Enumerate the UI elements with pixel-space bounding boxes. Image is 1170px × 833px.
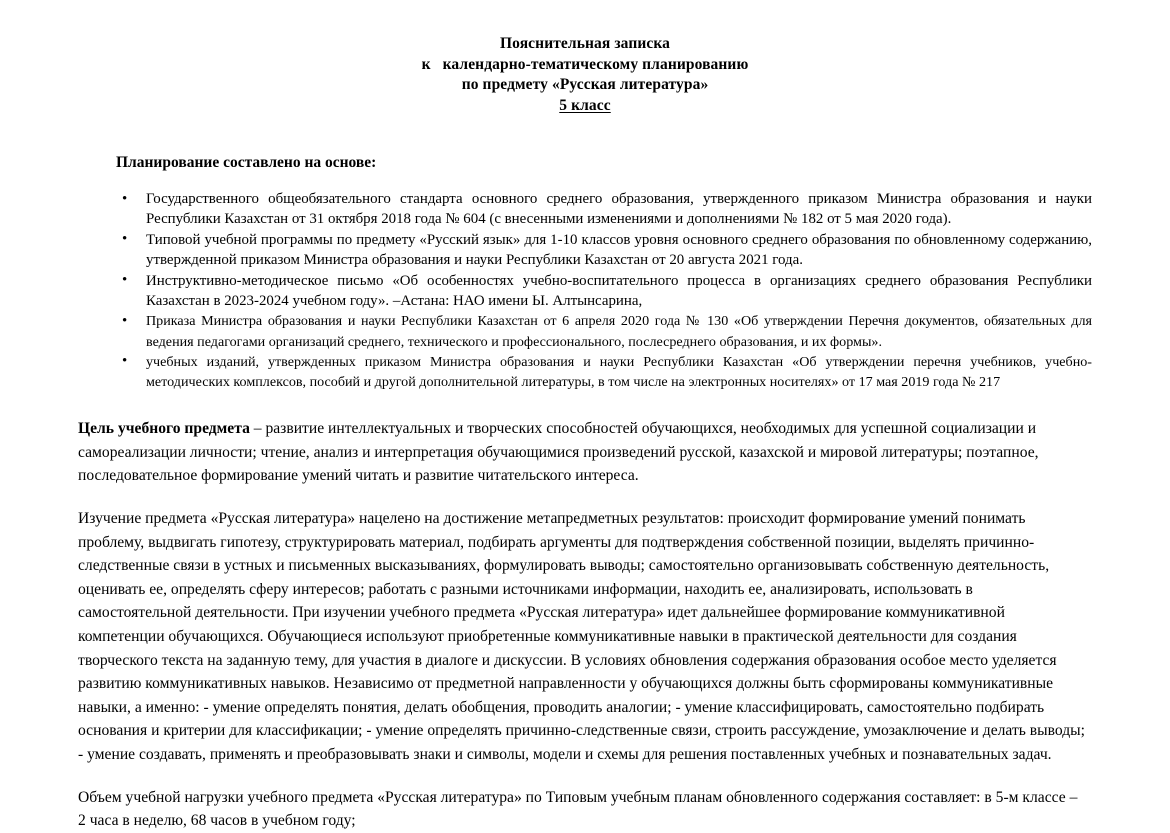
title-line-2 [78, 55, 1092, 76]
load-paragraph: Объем учебной нагрузки учебного предмета «Русская литература» по Типовым учебным планам обновленного содержания составляет: в 5-м классе – 2 часа в неделю, 68 часов в учебном году; [78, 788, 1078, 830]
document-title-block [78, 34, 1092, 116]
goal-text: – развитие интеллектуальных и творческих способностей обучающихся, необходимых для успешной социализации и самореализации личности; чтение, анализ и интерпретация обучающимися произведений русской, казахской и мировой литературы; поэтапное, последовательное формирование умений читать и развитие читательского интереса. [78, 420, 1039, 485]
title-grade-line [78, 96, 1092, 117]
intro-heading: Планирование составлено на основе: [116, 154, 377, 171]
title-line-2-lead: к [421, 55, 431, 73]
list-item: • Типовой учебной программы по предмету «Русский язык» для 1-10 классов уровня основного среднего образования по обновленному содержанию, утвержденной приказом Министра образования и науки Республики Казахстан от 20 августа 2021 года. [100, 230, 1092, 271]
basis-list [78, 189, 1092, 392]
title-grade: 5 класс [559, 96, 611, 114]
study-paragraph: Изучение предмета «Русская литература» нацелено на достижение метапредметных результатов: происходит формирование умений понимать проблему, выдвигать гипотезу, структурировать материал, подбирать аргументы для подтверждения собственной позиции, выделять причинно- следственные связи в устных и письменных высказываниях, формулировать выводы; самостоятельно организовывать собственную деятельность, оценивать ее, определять сферу интересов; работать с разными источниками информации, находить ее, анализировать, использовать в самостоятельной деятельности. При изучении учебного предмета «Русская литература» идет дальнейшее формирование коммуникативной компетенции обучающихся. Обучающиеся используют приобретенные коммуникативные навыки в практической деятельности для создания творческого текста на заданную тему, для участия в диалоге и дискуссии. В условиях обновления содержания образования особое место уделяется развитию коммуникативных навыков. Независимо от предметной направленности у обучающихся должны быть сформированы коммуникативные навыки, а именно: - умение определять понятия, делать обобщения, проводить аналогии; - умение классифицировать, самостоятельно подбирать основания и критерии для классификации; - умение определять причинно-следственные связи, строить рассуждение, умозаключение и делать выводы; - умение создавать, применять и преобразовывать знаки и символы, модели и схемы для решения поставленных учебных и познавательных задач. [78, 510, 1085, 763]
list-item: • Инструктивно-методическое письмо «Об особенностях учебно-воспитательного процесса в организациях среднего образования Республики Казахстан в 2023-2024 учебном году». –Астана: НАО имени Ы. Алтынсарина, [100, 271, 1092, 312]
list-item: • учебных изданий, утвержденных приказом Министра образования и науки Республики Казахстан «Об утверждении перечня учебников, учебно-методических комплексов, пособий и другой дополнительной литературы, в том числе на электронных носителях» от 17 мая 2019 года № 217 [100, 352, 1092, 392]
title-line-1: Пояснительная записка [499, 35, 671, 52]
title-line-2-rest: календарно-тематическому планированию [442, 55, 749, 73]
title-line-3: по предмету «Русская литература» [461, 76, 709, 93]
list-item: • Приказа Министра образования и науки Республики Казахстан от 6 апреля 2020 года № 130 «Об утверждении Перечня документов, обязательных для ведения педагогами организаций среднего, технического и профессионального, послесреднего образования, и их формы». [100, 311, 1092, 351]
goal-label: Цель учебного предмета [78, 420, 250, 438]
goal-paragraph [78, 417, 1092, 488]
list-item: • Государственного общеобязательного стандарта основного среднего образования, утвержденного приказом Министра образования и науки Республики Казахстан от 31 октября 2018 года № 604 (с внесенными изменениями и дополнениями № 182 от 5 мая 2020 года). [100, 189, 1092, 230]
